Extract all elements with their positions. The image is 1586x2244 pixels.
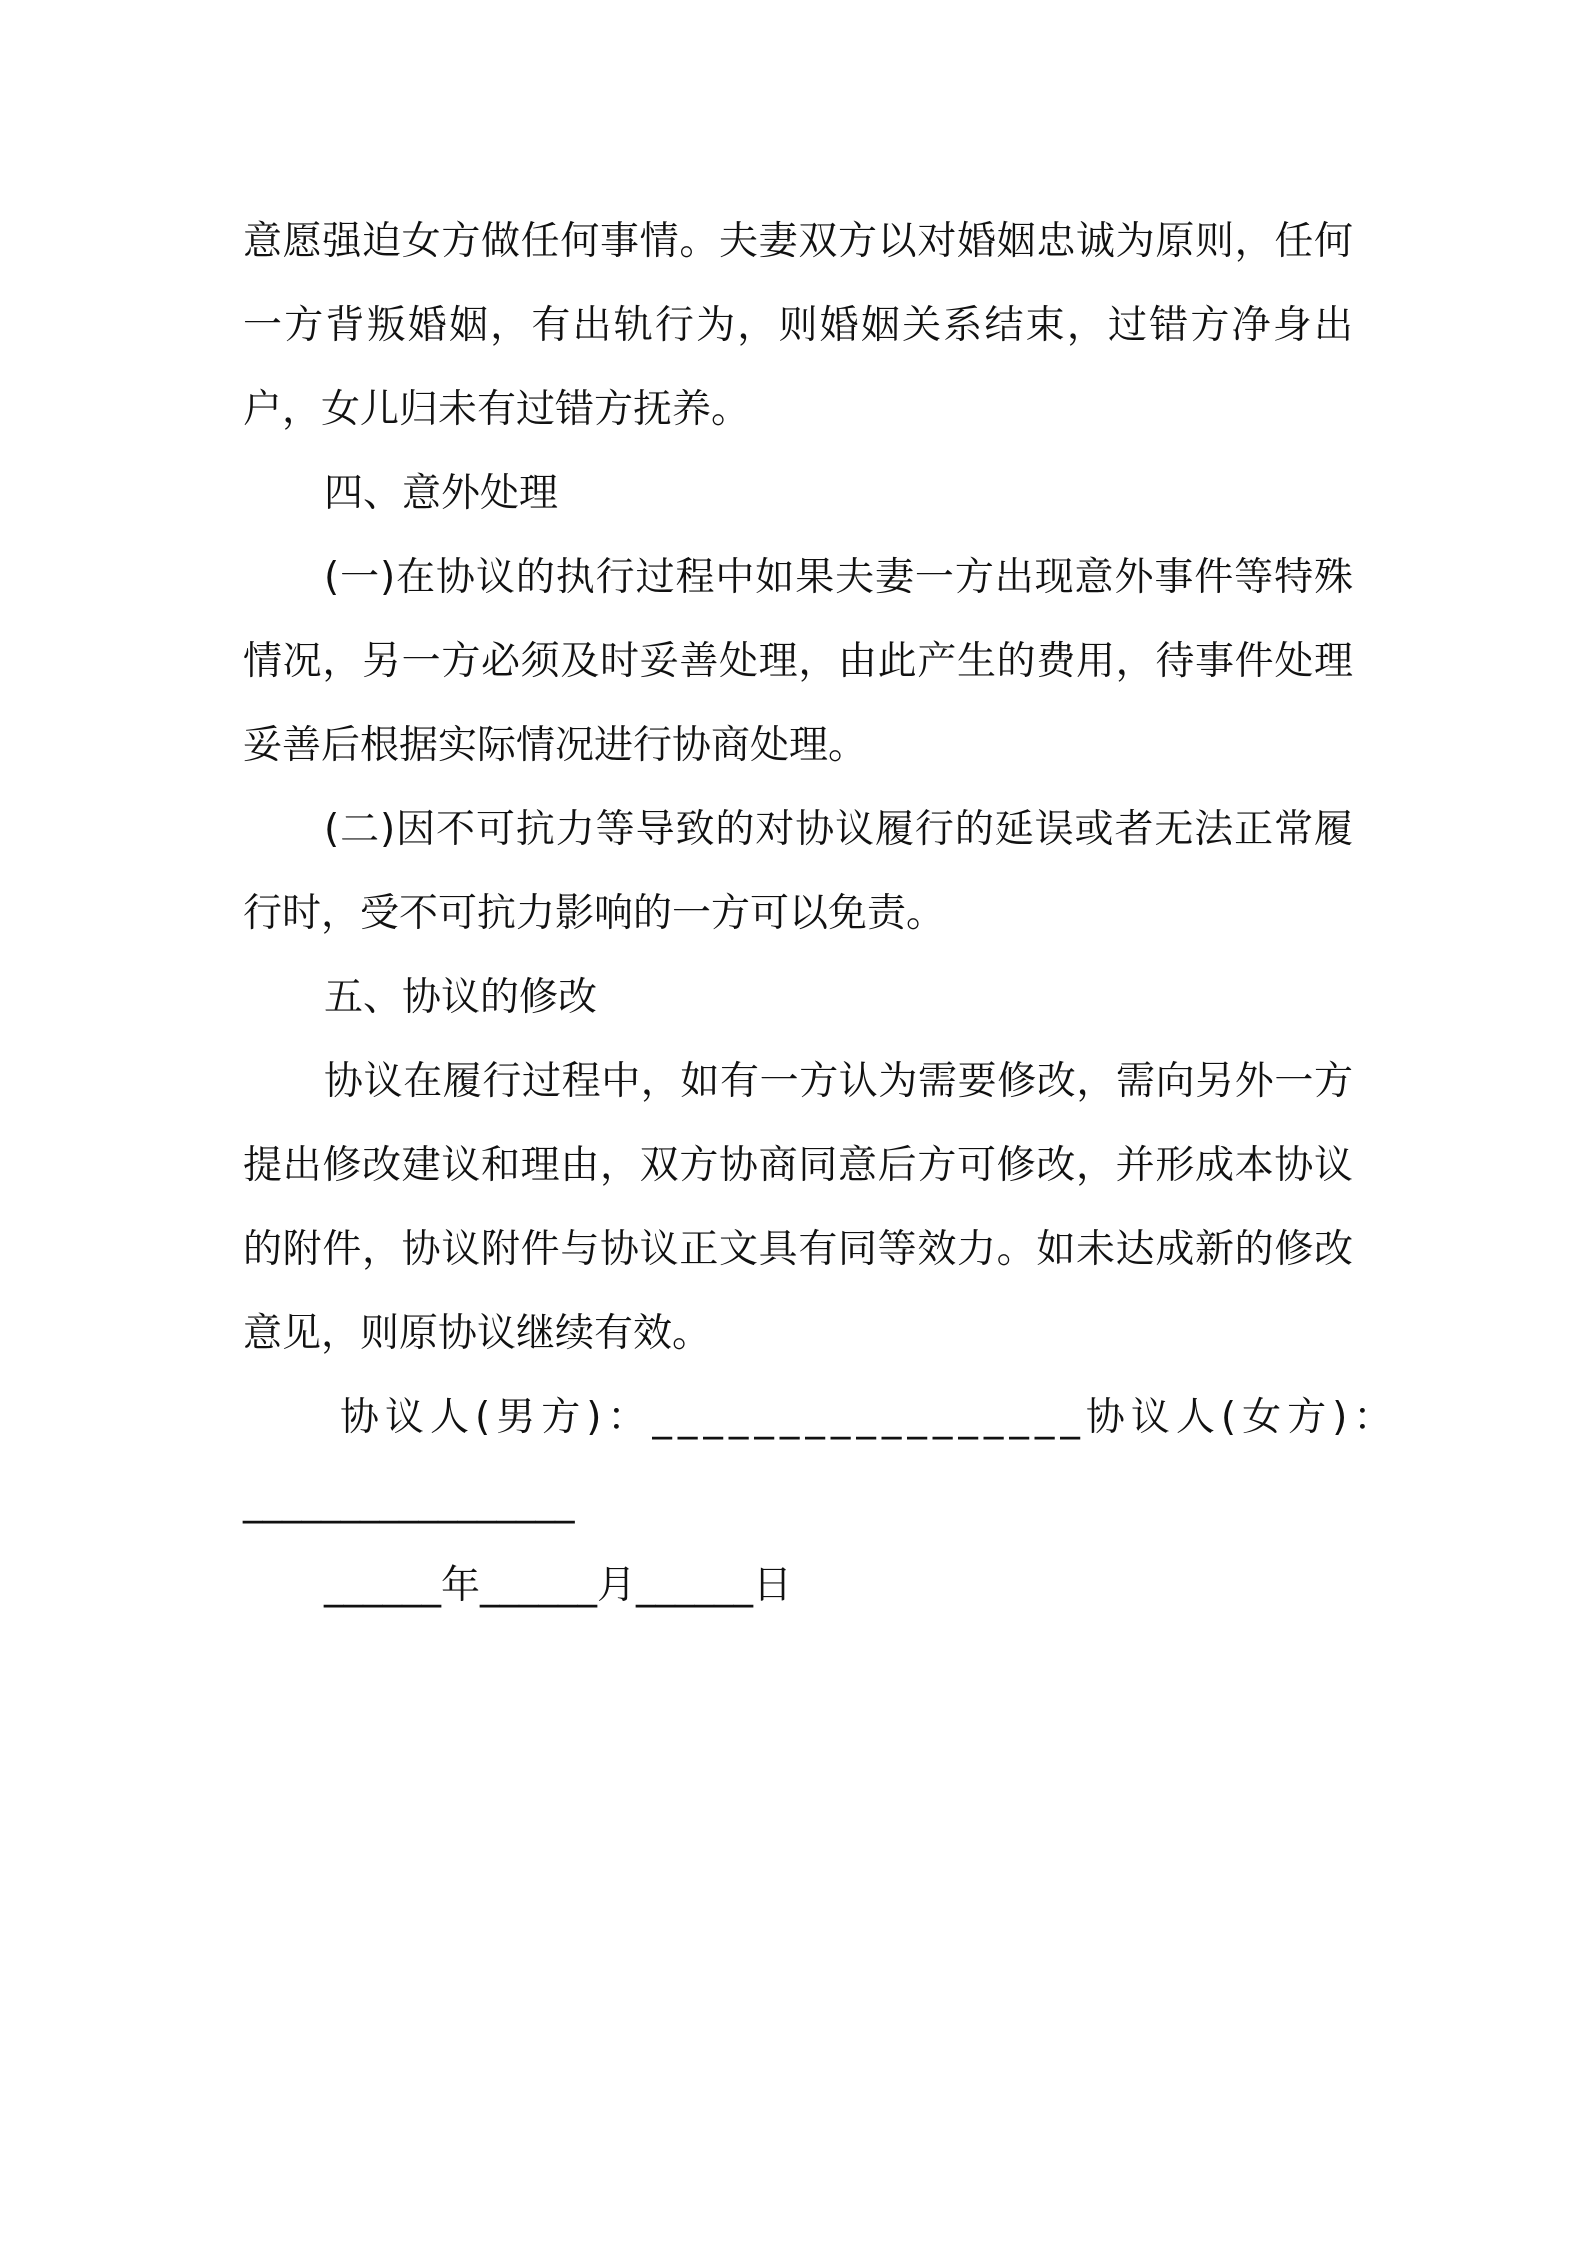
section-five-heading: 五、协议的修改 [324, 975, 598, 1020]
signature-line-continued: _________________ [243, 1479, 575, 1524]
signature-line: 协议人(男方)：_________________协议人(女方)： [340, 1395, 1399, 1440]
continuation-paragraph: 意愿强迫女方做任何事情。夫妻双方以对婚姻忠诚为原则，任何一方背叛婚姻，有出轨行为，则婚姻关系结束，过错方净身出户，女儿归未有过错方抚养。 [243, 219, 1353, 432]
section-four-clause-two: (二)因不可抗力等导致的对协议履行的延误或者无法正常履行时，受不可抗力影响的一方可以免责。 [243, 807, 1353, 936]
date-line: ______年______月______日 [324, 1563, 793, 1608]
section-five-body: 协议在履行过程中，如有一方认为需要修改，需向另外一方提出修改建议和理由，双方协商同意后方可修改，并形成本协议的附件，协议附件与协议正文具有同等效力。如未达成新的修改意见，则原协议继续有效。 [243, 1059, 1353, 1356]
section-four-heading: 四、意外处理 [324, 471, 559, 516]
section-four-clause-one: (一)在协议的执行过程中如果夫妻一方出现意外事件等特殊情况，另一方必须及时妥善处理，由此产生的费用，待事件处理妥善后根据实际情况进行协商处理。 [243, 555, 1353, 768]
document-body [243, 200, 1399, 1628]
